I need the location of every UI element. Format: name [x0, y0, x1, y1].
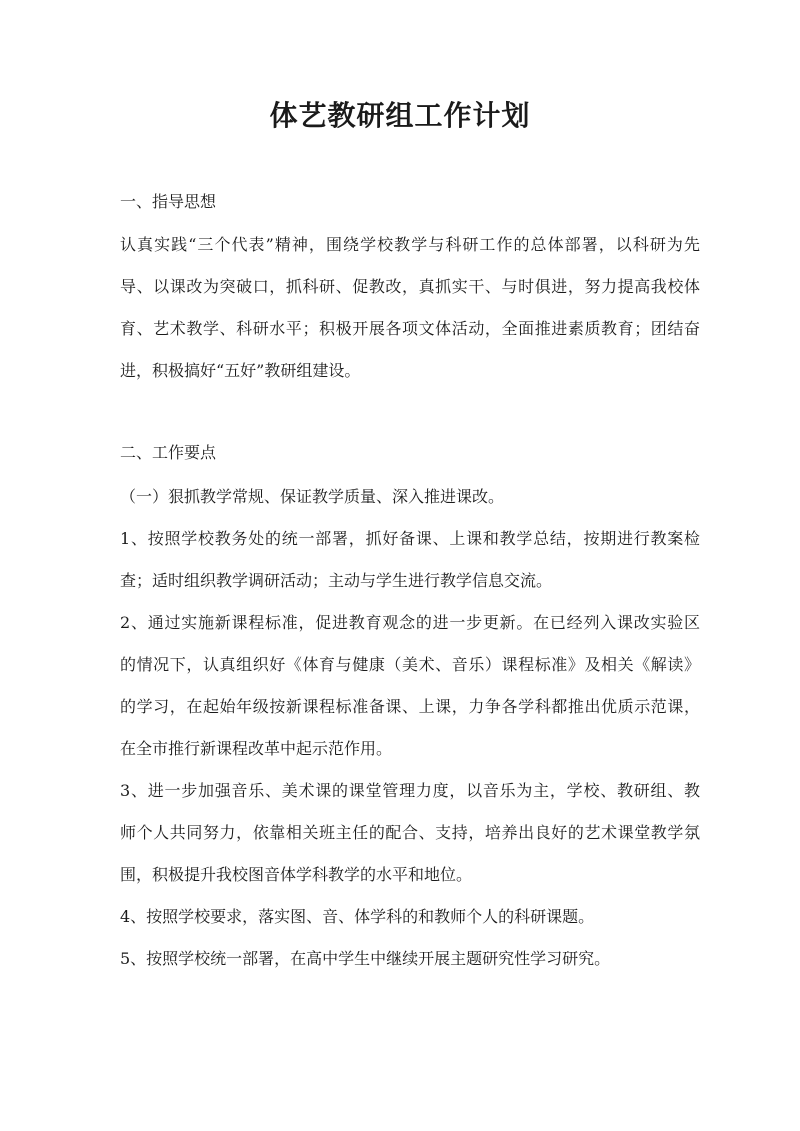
page-title: 体艺教研组工作计划 [269, 99, 531, 132]
list-item-3-line: 师个人共同努力，依靠相关班主任的配合、支持，培养出良好的艺术课堂教学氛 [120, 823, 700, 842]
list-item-4: 4、按照学校要求，落实图、音、体学科的和教师个人的科研课题。 [120, 907, 595, 926]
list-item-2-line: 的学习，在起始年级按新课程标准备课、上课，力争各学科都推出优质示范课， [120, 697, 700, 716]
paragraph-line: 导、以课改为突破口，抓科研、促教改，真抓实干、与时俱进，努力提高我校体 [120, 277, 700, 296]
section-heading-guiding-thought: 一、指导思想 [120, 192, 217, 211]
section-heading-work-points: 二、工作要点 [120, 443, 217, 462]
subsection-heading: （一）狠抓教学常规、保证教学质量、深入推进课改。 [120, 487, 505, 506]
paragraph-line: 认真实践“三个代表”精神，围绕学校教学与科研工作的总体部署，以科研为先 [120, 235, 700, 254]
paragraph-line: 进，积极搞好“五好”教研组建设。 [120, 361, 361, 380]
list-item-2-line: 在全市推行新课程改革中起示范作用。 [120, 739, 393, 758]
list-item-2-line: 的情况下，认真组织好《体育与健康（美术、音乐）课程标准》及相关《解读》 [120, 655, 700, 674]
list-item-5: 5、按照学校统一部署，在高中学生中继续开展主题研究性学习研究。 [120, 949, 611, 968]
paragraph-line: 育、艺术教学、科研水平；积极开展各项文体活动，全面推进素质教育；团结奋 [120, 319, 700, 338]
list-item-1-line: 1、按照学校教务处的统一部署，抓好备课、上课和教学总结，按期进行教案检 [120, 529, 700, 548]
list-item-3-line: 3、进一步加强音乐、美术课的课堂管理力度，以音乐为主，学校、教研组、教 [120, 781, 700, 800]
list-item-1-line: 查；适时组织教学调研活动；主动与学生进行教学信息交流。 [120, 571, 553, 590]
list-item-3-line: 围，积极提升我校图音体学科教学的水平和地位。 [120, 865, 473, 884]
list-item-2-line: 2、通过实施新课程标准，促进教育观念的进一步更新。在已经列入课改实验区 [120, 613, 700, 632]
